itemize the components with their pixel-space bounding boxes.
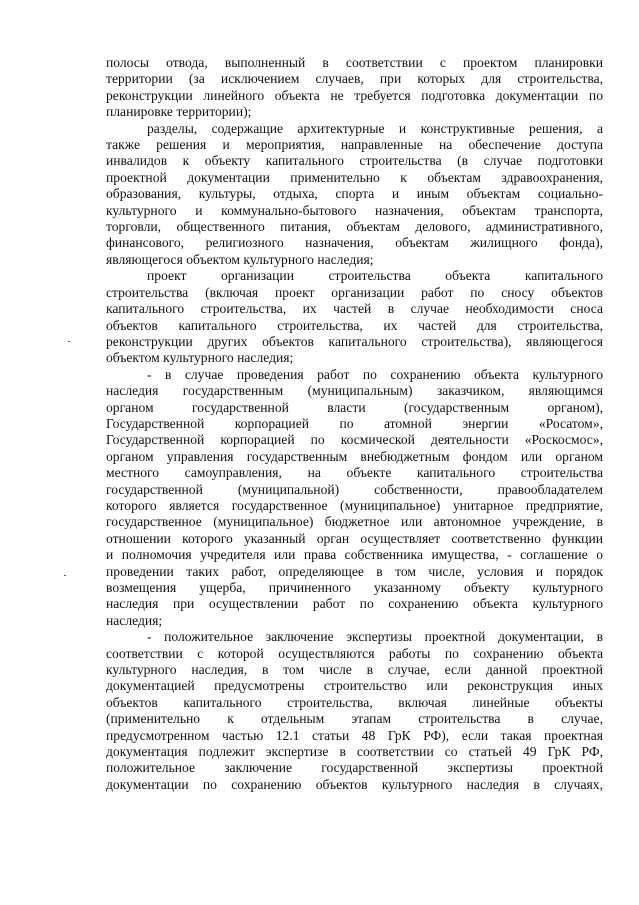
text-line: наследия государственным (муниципальным) заказчиком, являющимся <box>106 383 603 399</box>
text-line: объектом культурного наследия; <box>106 350 294 366</box>
text-line: территории (за исключением случаев, при которых для строительства, <box>106 71 603 87</box>
text-line: отношении которого указанный орган осуществляет соответственно функции <box>106 530 603 546</box>
text-line: Государственной корпорацией по атомной энергии «Росатом», <box>106 415 603 431</box>
scan-speck <box>64 575 66 576</box>
text-line: - в случае проведения работ по сохранению объекта культурного <box>147 366 603 382</box>
text-line: которого является государственное (муниципальное) унитарное предприятие, <box>106 497 603 513</box>
text-line: инвалидов к объекту капитального строительства (в случае подготовки <box>106 153 603 169</box>
text-line: возмещения ущерба, причиненного указанному объекту культурного <box>106 580 603 595</box>
text-line: соответствии с которой осуществляются работы по сохранению объекта <box>106 645 603 661</box>
text-line: предусмотренном частью 12.1 статьи 48 ГрК РФ), если такая проектная <box>106 727 603 743</box>
text-line: наследия; <box>106 612 163 628</box>
text-line: документацией предусмотрены строительство или реконструкция иных <box>106 678 603 694</box>
text-line: - положительное заключение экспертизы проектной документации, в <box>147 629 603 645</box>
text-line: являющегося объектом культурного наследия; <box>106 251 374 267</box>
text-line: Государственной корпорацией по космической деятельности «Роскосмос», <box>106 432 603 448</box>
text-line: документация подлежит экспертизе в соответствии со статьей 49 ГрК РФ, <box>106 744 603 760</box>
text-line: полосы отвода, выполненный в соответствии с проектом планировки <box>106 55 603 70</box>
text-line: проектной документации применительно к объектам здравоохранения, <box>106 169 603 185</box>
text-line: реконструкции других объектов капитального строительства), являющегося <box>106 333 603 349</box>
text-line: положительное заключение государственной экспертизы проектной <box>106 760 603 776</box>
text-line: органом управления государственным внебюджетным фондом или органом <box>106 448 603 464</box>
text-line: местного самоуправления, на объекте капитального строительства <box>106 465 603 481</box>
text-line: объектов капитального строительства, включая линейные объекты <box>106 694 603 710</box>
text-line: образования, культуры, отдыха, спорта и иным объектам социально- <box>106 186 603 202</box>
text-line: проведении таких работ, определяющее в том числе, условия и порядок <box>106 563 603 579</box>
text-line: капитального строительства, их частей в случае необходимости сноса <box>106 301 603 317</box>
text-line: проект организации строительства объекта капитального <box>147 268 603 284</box>
scan-speck <box>68 341 70 342</box>
text-line: реконструкции линейного объекта не требуется подготовка документации по <box>106 87 603 103</box>
text-line: разделы, содержащие архитектурные и конструктивные решения, а <box>147 120 603 136</box>
text-line: (применительно к отдельным этапам строительства в случае, <box>106 711 603 727</box>
text-line: финансового, религиозного назначения, объектам жилищного фонда), <box>106 235 603 251</box>
text-line: строительства (включая проект организации работ по сносу объектов <box>106 284 603 300</box>
text-line: и полномочия учредителя или права собственника имущества, - соглашение о <box>106 547 603 563</box>
text-line: документации по сохранению объектов культурного наследия в случаях, <box>106 776 603 792</box>
document-body <box>106 55 603 793</box>
text-line: наследия при осуществлении работ по сохранению объекта культурного <box>106 596 603 612</box>
text-line: планировке территории); <box>106 104 252 120</box>
text-line: объектов капитального строительства, их частей для строительства, <box>106 317 603 333</box>
text-line: культурного наследия, в том числе в случае, если данной проектной <box>106 662 603 678</box>
text-line: также решения и мероприятия, направленные на обеспечение доступа <box>106 137 603 153</box>
text-line: торговли, общественного питания, объектам делового, административного, <box>106 219 603 235</box>
text-line: государственное (муниципальное) бюджетное или автономное учреждение, в <box>106 514 603 530</box>
text-line: культурного и коммунально-бытового назначения, объектам транспорта, <box>106 202 603 218</box>
text-line: органом государственной власти (государственным органом), <box>106 399 603 415</box>
text-line: государственной (муниципальной) собственности, правообладателем <box>106 481 603 497</box>
